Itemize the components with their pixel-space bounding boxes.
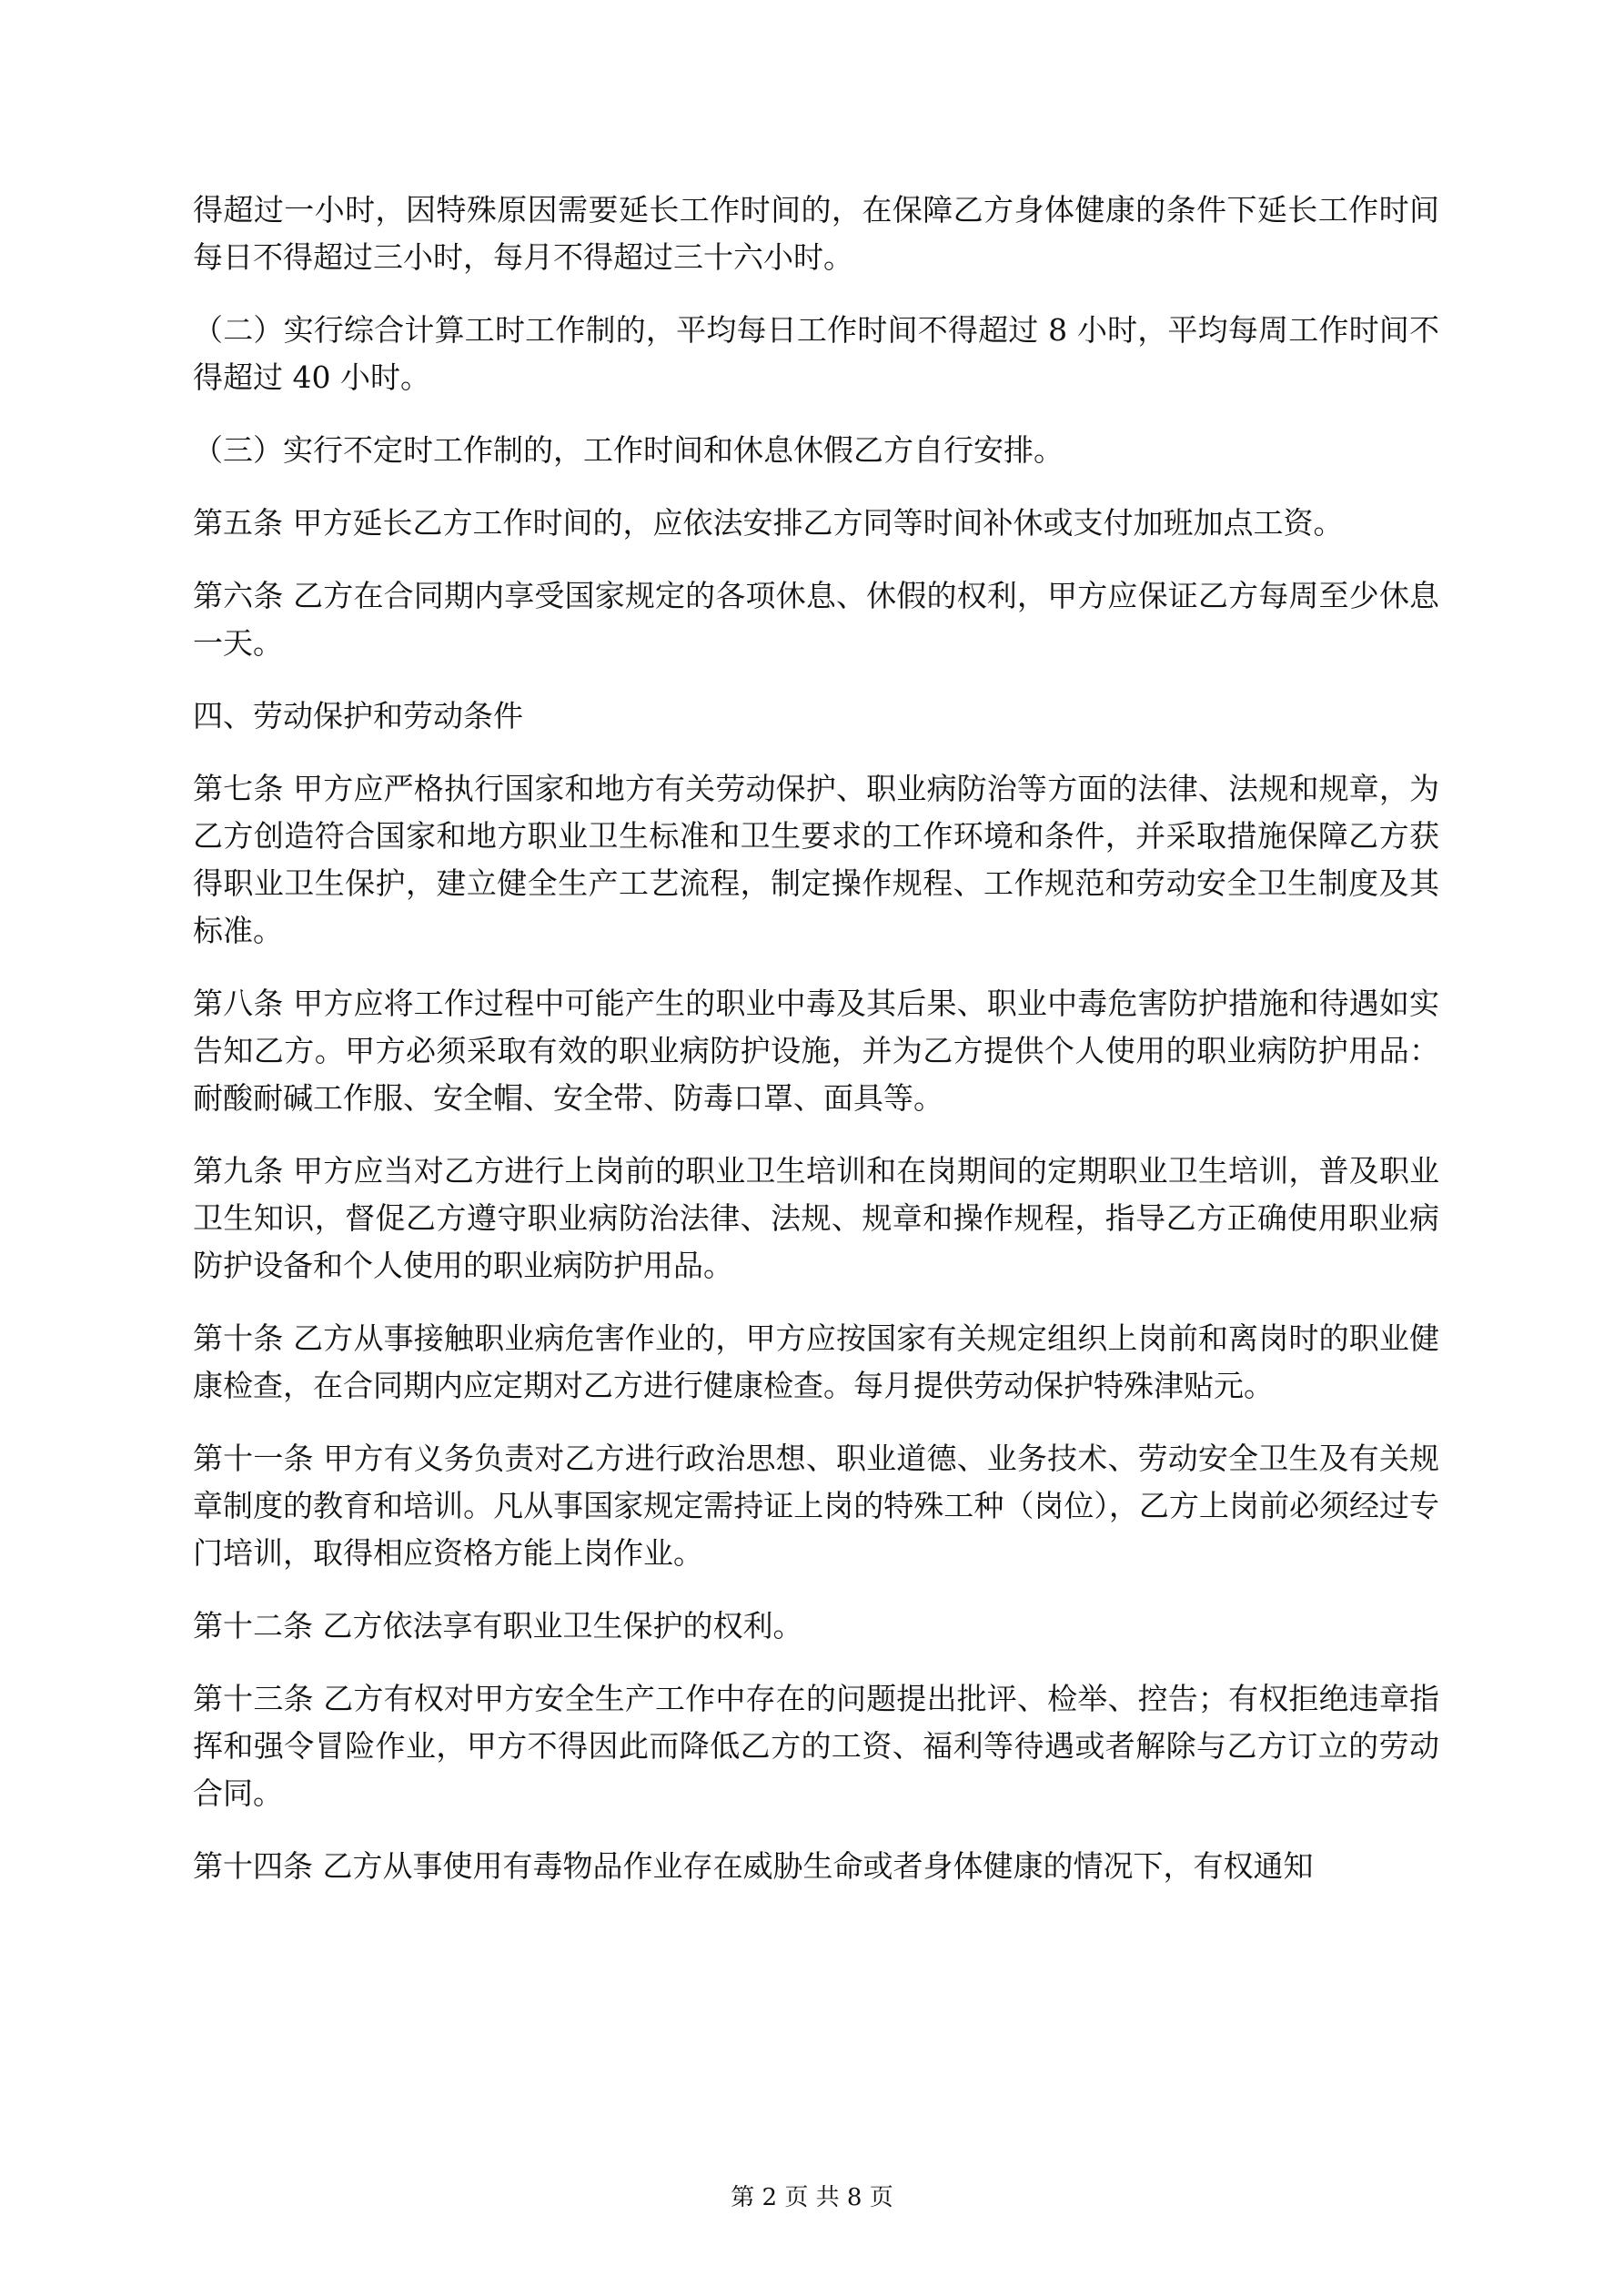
paragraph-article-14: 第十四条 乙方从事使用有毒物品作业存在威胁生命或者身体健康的情况下，有权通知 — [193, 1848, 1314, 1884]
paragraph-flexible-hours: （三）实行不定时工作制的，工作时间和休息休假乙方自行安排。 — [193, 432, 1064, 468]
paragraph-working-hours-continued: 得超过一小时，因特殊原因需要延长工作时间的，在保障乙方身体健康的条件下延长工作时间每日不得超过三小时，每月不得超过三十六小时。 — [193, 192, 1439, 275]
paragraph-article-12: 第十二条 乙方依法享有职业卫生保护的权利。 — [193, 1608, 803, 1644]
document-body — [193, 187, 1439, 1916]
paragraph-article-9: 第九条 甲方应当对乙方进行上岗前的职业卫生培训和在岗期间的定期职业卫生培训，普及职业卫生知识，督促乙方遵守职业病防治法律、法规、规章和操作规程，指导乙方正确使用职业病防护设备和个人使用的职业病防护用品。 — [193, 1153, 1439, 1283]
paragraph-article-10: 第十条 乙方从事接触职业病危害作业的，甲方应按国家有关规定组织上岗前和离岗时的职业健康检查，在合同期内应定期对乙方进行健康检查。每月提供劳动保护特殊津贴元。 — [193, 1320, 1439, 1403]
paragraph-article-5: 第五条 甲方延长乙方工作时间的，应依法安排乙方同等时间补休或支付加班加点工资。 — [193, 505, 1344, 541]
paragraph-article-13: 第十三条 乙方有权对甲方安全生产工作中存在的问题提出批评、检举、控告；有权拒绝违章指挥和强令冒险作业，甲方不得因此而降低乙方的工资、福利等待遇或者解除与乙方订立的劳动合同。 — [193, 1681, 1439, 1811]
page-number-footer: 第 2 页 共 8 页 — [731, 2184, 893, 2211]
paragraph-article-6: 第六条 乙方在合同期内享受国家规定的各项休息、休假的权利，甲方应保证乙方每周至少休息一天。 — [193, 578, 1439, 661]
paragraph-article-7: 第七条 甲方应严格执行国家和地方有关劳动保护、职业病防治等方面的法律、法规和规章，为乙方创造符合国家和地方职业卫生标准和卫生要求的工作环境和条件，并采取措施保障乙方获得职业卫生保护，建立健全生产工艺流程，制定操作规程、工作规范和劳动安全卫生制度及其标准。 — [193, 771, 1439, 948]
section-heading-labor-protection: 四、劳动保护和劳动条件 — [193, 698, 523, 733]
paragraph-article-8: 第八条 甲方应将工作过程中可能产生的职业中毒及其后果、职业中毒危害防护措施和待遇如实告知乙方。甲方必须采取有效的职业病防护设施，并为乙方提供个人使用的职业病防护用品：耐酸耐碱工作服、安全帽、安全带、防毒口罩、面具等。 — [193, 986, 1439, 1116]
paragraph-comprehensive-hours: （二）实行综合计算工时工作制的，平均每日工作时间不得超过 8 小时，平均每周工作时间不得超过 40 小时。 — [193, 312, 1439, 395]
paragraph-article-11: 第十一条 甲方有义务负责对乙方进行政治思想、职业道德、业务技术、劳动安全卫生及有关规章制度的教育和培训。凡从事国家规定需持证上岗的特殊工种（岗位），乙方上岗前必须经过专门培训，取得相应资格方能上岗作业。 — [193, 1441, 1439, 1571]
